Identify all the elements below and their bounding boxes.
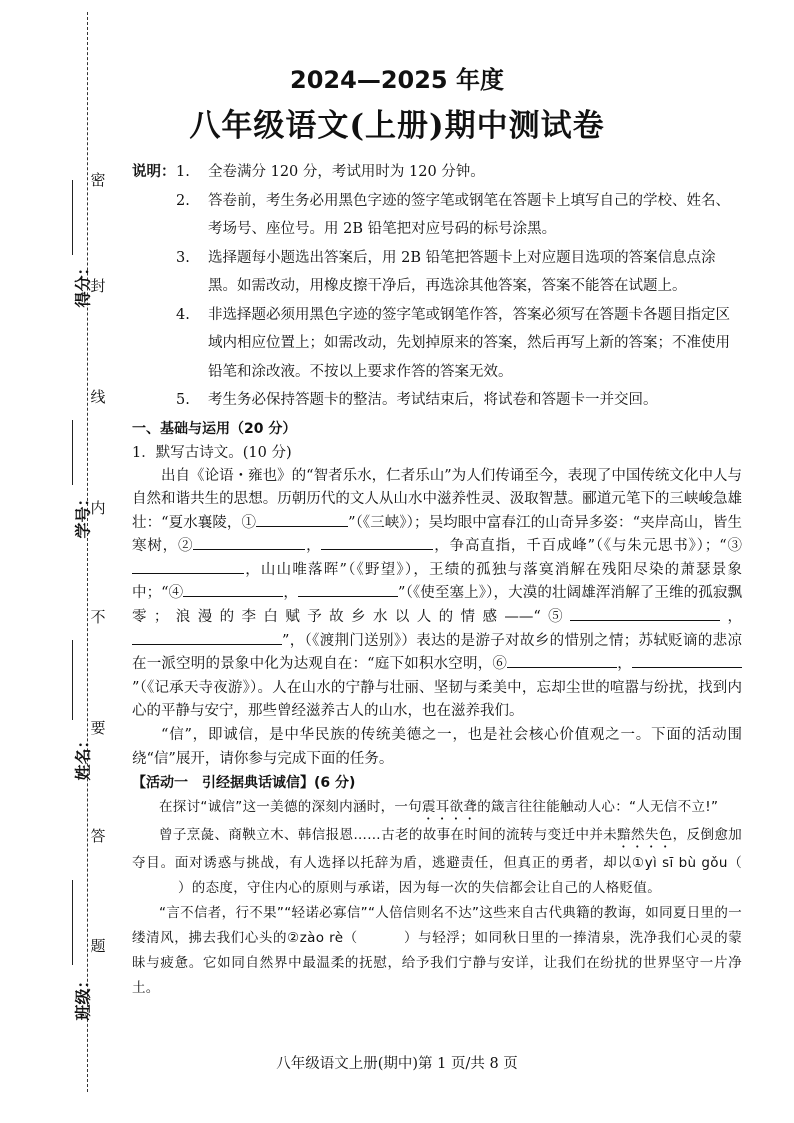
class-line: [72, 880, 73, 965]
answer-blank-3[interactable]: [132, 559, 244, 574]
exam-content: [132, 158, 742, 1001]
emphasized-phrase: 震耳欲聋: [422, 799, 478, 816]
seal-char: 要: [88, 718, 108, 738]
class-label: 班级：: [73, 972, 93, 1021]
score-label: 得分：: [73, 259, 93, 308]
section-heading: 一、基础与运用（20 分）: [132, 420, 297, 437]
note-text: 考生务必保持答题卡的整洁。考试结束后，将试卷和答题卡一并交回。: [208, 392, 658, 408]
seal-char: 密: [88, 170, 108, 190]
note-text: 全卷满分 120 分，考试用时为 120 分钟。: [208, 164, 485, 180]
exam-year: 2024—2025 年度: [290, 66, 504, 94]
exam-title: 八年级语文(上册)期中测试卷: [189, 108, 605, 144]
answer-blank-4a[interactable]: [183, 582, 283, 597]
instructions: [132, 158, 742, 415]
note-number: 4.: [176, 306, 190, 323]
instructions-lead: 说明：: [132, 163, 176, 180]
name-label: 姓名：: [73, 732, 93, 781]
question-1-passage: 出自《论语・雍也》的“智者乐水，仁者乐山”为人们传诵至今，表现了中国传统文化中人与自然和谐共生的思想。历朝历代的文人从山水中滋养性灵、汲取智慧。郦道元笔下的三峡峻急雄壮：“夏水襄陵，① ”（《三峡》）；吴均眼中富春江的山奇异多姿：“夹岸高山，皆生寒树，② ， ，争高直指，千百成峰”（《与朱元思书》）；“③，山山唯落晖”（《野望》），王绩的孤独与落寞消解在残阳尽染的萧瑟景象中；“④ ， ”（《使至塞上》），大漠的壮阔雄浑消解了王维的孤寂飘零；浪漫的李白赋予故乡水以人的情感——“⑤ ，”，（《渡荆门送别》）表达的是游子对故乡的惜别之情；苏轼贬谪的悲凉在一派空明的景象中化为达观自在：“庭下如积水空明，⑥ ，”（《记承天寺夜游》）。人在山水的宁静与壮丽、坚韧与柔美中，忘却尘世的喧嚣与纷扰，找到内心的平静与安宁，那些曾经滋养古人的山水，也在滋养我们。: [132, 467, 743, 720]
seal-char: 内: [88, 498, 108, 518]
note-number: 5.: [176, 392, 190, 408]
question-1-heading: 1．默写古诗文。(10 分): [132, 444, 292, 461]
answer-blank-2b[interactable]: [321, 535, 433, 550]
answer-blank-5a[interactable]: [570, 606, 720, 621]
name-line: [72, 640, 73, 720]
answer-blank-6a[interactable]: [507, 653, 617, 668]
activity-intro: “信”，即诚信，是中华民族的传统美德之一，也是社会核心价值观之一。下面的活动围绕“信”展开，请你参与完成下面的任务。: [132, 727, 742, 767]
student-id-label: 学号：: [73, 490, 93, 539]
seal-char: 不: [88, 607, 108, 627]
activity-1-paragraph-3: “言不信者，行不果”“轻诺必寡信”“人倍信则名不达”这些来自古代典籍的教诲，如同夏日里的一缕清风，拂去我们心头的②zào rè（ ）与轻浮；如同秋日里的一捧清泉，洗净我们心灵的蒙昧与疲惫。它如同自然界中最温柔的抚慰，给予我们宁静与安详，让我们在纷扰的世界坚守一片净土。: [132, 905, 742, 997]
activity-1-paragraph-1: 在探讨“诚信”这一美德的深刻内涵时，一句震耳欲聋的箴言往往能触动人心：“人无信不立!”: [159, 799, 719, 816]
answer-blank-4b[interactable]: [298, 582, 398, 597]
page-footer: 八年级语文上册(期中)第 1 页/共 8 页: [276, 1056, 518, 1072]
note-number: 1.: [176, 164, 190, 180]
note-number: 2.: [176, 192, 190, 209]
seal-char: 封: [88, 276, 108, 296]
seal-char: 线: [88, 387, 108, 407]
note-text: 选择题每小题选出答案后，用 2B 铅笔把答题卡上对应题目选项的答案信息点涂黑。如需改动，用橡皮擦干净后，再选涂其他答案，答案不能答在试题上。: [208, 249, 716, 294]
student-id-line: [72, 420, 73, 485]
answer-blank-2a[interactable]: [193, 535, 305, 550]
activity-1-heading: 【活动一 引经据典话诚信】(6 分): [132, 775, 356, 792]
answer-blank-5b[interactable]: [132, 630, 282, 645]
seal-char: 题: [88, 936, 108, 956]
note-text: 答卷前，考生务必用黑色字迹的签字笔或钢笔在答题卡上填写自己的学校、姓名、考场号、座位号。用 2B 铅笔把对应号码的标号涂黑。: [208, 192, 730, 237]
answer-blank-1[interactable]: [256, 512, 348, 527]
note-text: 非选择题必须用黑色字迹的签字笔或钢笔作答，答案必须写在答题卡各题目指定区域内相应位置上；如需改动，先划掉原来的答案，然后再写上新的答案；不准使用铅笔和涂改液。不按以上要求作答的答案无效。: [208, 306, 730, 380]
answer-blank-6b[interactable]: [632, 653, 742, 668]
activity-1-paragraph-2: 曾子烹彘、商鞅立木、韩信报恩……古老的故事在时间的流转与变迁中并未黯然失色，反倒愈加夺目。面对诱惑与挑战，有人选择以托辞为盾，逃避责任，但真正的勇者，却以①yì sī bù gǒu（）的态度，守住内心的原则与承诺，因为每一次的失信都会让自己的人格贬值。: [132, 827, 743, 897]
emphasized-phrase: 黯然失色: [617, 827, 673, 844]
seal-char: 答: [88, 826, 108, 846]
note-number: 3.: [176, 249, 190, 266]
score-line: [72, 180, 73, 255]
